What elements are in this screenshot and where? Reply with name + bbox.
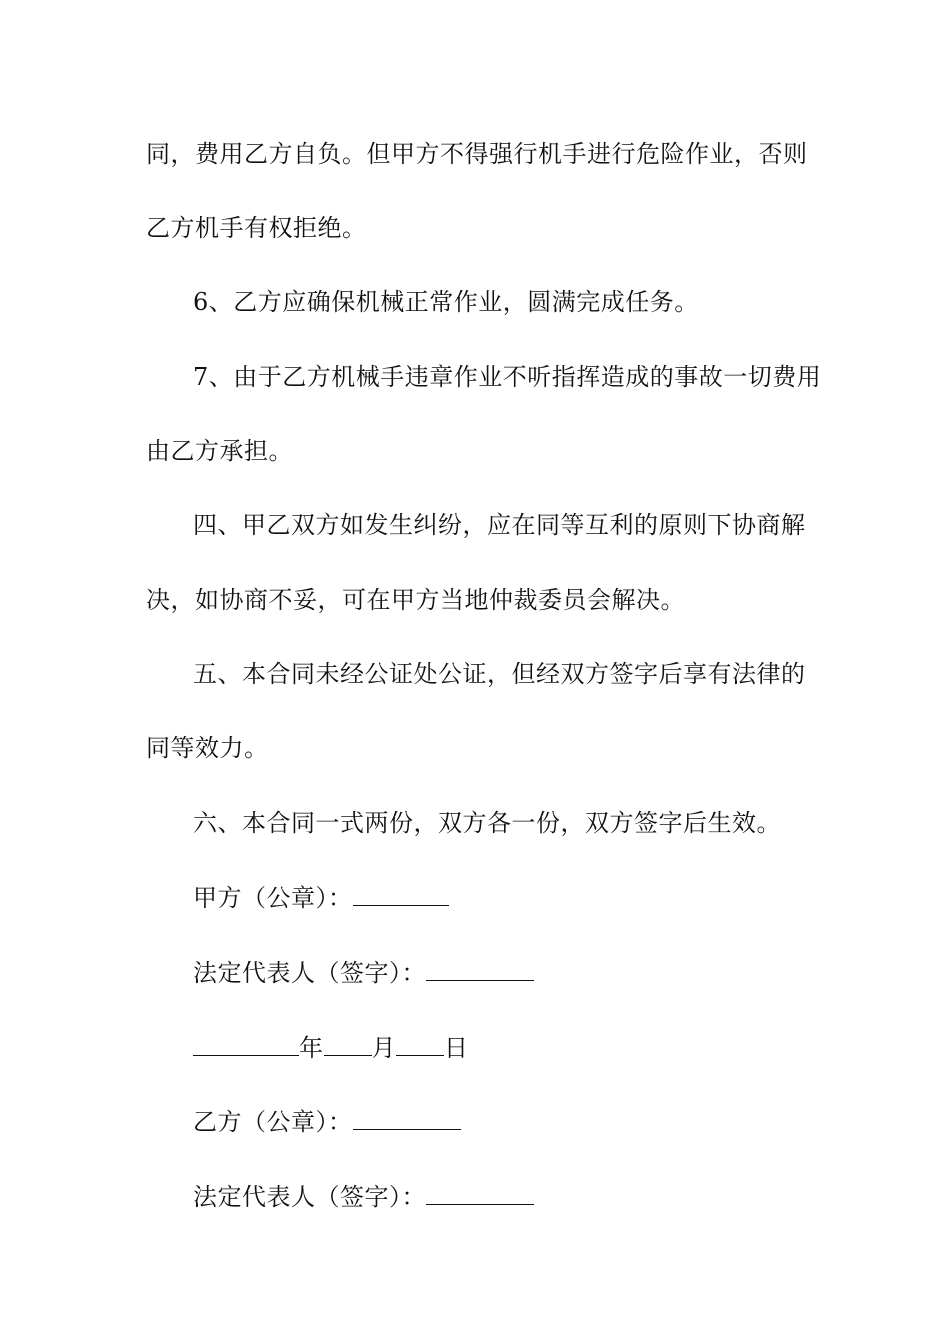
paragraph-line: 决，如协商不妥，可在甲方当地仲裁委员会解决。 xyxy=(146,586,685,614)
party-a-seal-line xyxy=(193,881,449,914)
paragraph-line: 四、甲乙双方如发生纠纷，应在同等互利的原则下协商解 xyxy=(193,511,806,539)
paragraph-line: 同等效力。 xyxy=(146,734,269,762)
paragraph-line: 六、本合同一式两份，双方各一份，双方签字后生效。 xyxy=(193,809,781,837)
party-b-seal-label: 乙方（公章）： xyxy=(193,1108,353,1136)
paragraph-line: 同，费用乙方自负。但甲方不得强行机手进行危险作业，否则 xyxy=(146,140,808,168)
party-a-representative-line xyxy=(193,956,534,989)
day-blank xyxy=(396,1031,444,1056)
party-b-representative-line xyxy=(193,1180,534,1213)
month-blank xyxy=(324,1031,372,1056)
paragraph-line: 由乙方承担。 xyxy=(146,437,293,465)
paragraph-line: 乙方机手有权拒绝。 xyxy=(146,214,367,242)
paragraph-line: 6、乙方应确保机械正常作业，圆满完成任务。 xyxy=(193,288,699,316)
party-b-representative-label: 法定代表人（签字）： xyxy=(193,1183,426,1211)
party-b-seal-line xyxy=(193,1105,461,1138)
paragraph-line: 五、本合同未经公证处公证，但经双方签字后享有法律的 xyxy=(193,660,806,688)
year-label: 年 xyxy=(299,1034,324,1062)
party-b-representative-blank xyxy=(426,1180,534,1205)
party-b-seal-blank xyxy=(353,1105,461,1130)
party-a-representative-blank xyxy=(426,956,534,981)
day-label: 日 xyxy=(444,1034,469,1062)
party-a-representative-label: 法定代表人（签字）： xyxy=(193,959,426,987)
party-a-seal-label: 甲方（公章）： xyxy=(193,884,353,912)
month-label: 月 xyxy=(371,1034,396,1062)
year-blank xyxy=(193,1031,299,1056)
party-a-seal-blank xyxy=(353,881,449,906)
date-line xyxy=(193,1031,469,1064)
paragraph-line: 7、由于乙方机械手违章作业不听指挥造成的事故一切费用 xyxy=(193,363,822,391)
